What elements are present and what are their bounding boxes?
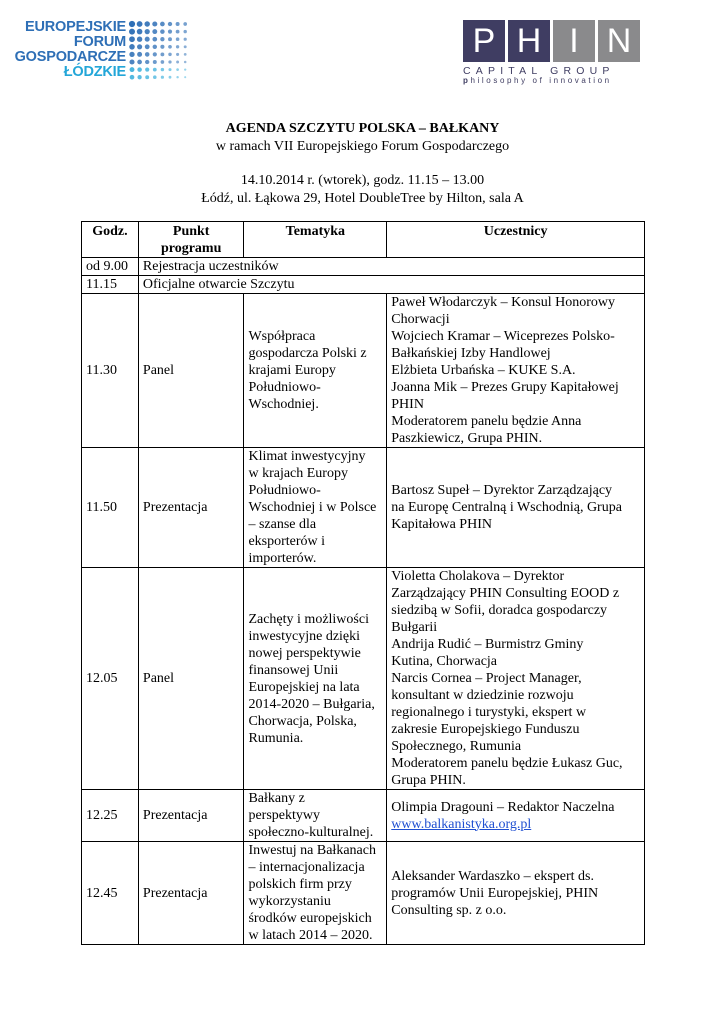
efg-dot — [176, 37, 180, 41]
efg-dot — [168, 37, 172, 41]
efg-logo-line-2: FORUM — [73, 34, 126, 50]
participant-line: Consulting sp. z o.o. — [391, 902, 507, 918]
efg-dot — [145, 68, 149, 72]
participant-line: Wojciech Kramar – Wiceprezes Polsko- — [391, 329, 615, 344]
agenda-date: 14.10.2014 r. (wtorek), godz. 11.15 – 13.00 — [240, 173, 485, 188]
row-participants — [387, 448, 645, 568]
efg-logo-line-3: GOSPODARCZE — [14, 49, 126, 65]
row-type: Prezentacja — [138, 842, 244, 945]
table-row — [82, 568, 645, 790]
participant-line: Kutina, Chorwacja — [391, 654, 498, 669]
participant-line: Paweł Włodarczyk – Konsul Honorowy — [391, 295, 615, 310]
row-time: 12.05 — [82, 568, 139, 790]
header-topic: Tematyka — [244, 222, 387, 258]
agenda-subtitle: w ramach VII Europejskiego Forum Gospodarczego — [215, 138, 510, 154]
efg-dot — [130, 67, 135, 72]
topic-line: Współpraca — [248, 329, 316, 344]
topic-line: Wschodniej. — [248, 397, 319, 412]
efg-dot — [145, 52, 150, 57]
table-row — [82, 276, 645, 294]
efg-logo-line-4: ŁÓDZKIE — [63, 64, 126, 80]
row-type: Prezentacja — [138, 448, 244, 568]
efg-dot — [176, 22, 180, 26]
participant-line: konsultant w dziedzinie rozwoju — [391, 688, 574, 703]
efg-dot — [137, 75, 141, 79]
topic-line: w krajach Europy — [248, 466, 348, 481]
participant-line: Andrija Rudić – Burmistrz Gminy — [391, 637, 584, 652]
header-program-point: Punkt programu — [138, 222, 244, 258]
participant-line: na Europę Centralną i Wschodnią, Grupa — [391, 500, 622, 515]
efg-dot — [161, 76, 164, 79]
topic-line: w latach 2014 – 2020. — [248, 928, 373, 943]
header-time: Godz. — [82, 222, 139, 258]
row-type: Panel — [138, 568, 244, 790]
efg-dot — [153, 60, 157, 64]
phin-tagline — [463, 76, 641, 85]
efg-dot — [129, 59, 134, 64]
efg-dot — [176, 76, 178, 78]
row-topic — [244, 448, 387, 568]
row-time: 11.15 — [82, 276, 139, 294]
efg-dot — [137, 37, 142, 42]
efg-dot — [137, 67, 142, 72]
agenda-title: AGENDA SZCZYTU POLSKA – BAŁKANY — [225, 121, 500, 136]
row-time: 11.50 — [82, 448, 139, 568]
efg-dot — [129, 44, 135, 50]
topic-line: Południowo- — [248, 380, 321, 395]
topic-line: Zachęty i możliwości — [248, 611, 369, 627]
topic-line: 2014-2020 – Bułgaria, — [248, 696, 375, 712]
participant-line: Paszkiewicz, Grupa PHIN. — [391, 431, 543, 446]
participant-line: siedzibą w Sofii, doradca gospodarczy — [391, 603, 608, 618]
participant-line: Bułgarii — [391, 620, 438, 635]
topic-line: gospodarcza Polski z — [248, 346, 367, 361]
efg-dot — [168, 53, 171, 56]
participant-line: programów Unii Europejskiej, PHIN — [391, 885, 599, 901]
topic-line: nowej perspektywie — [248, 645, 361, 661]
header-participants: Uczestnicy — [387, 222, 645, 258]
topic-line: polskich firm przy — [248, 877, 352, 892]
phin-logo — [463, 20, 641, 86]
efg-dot — [184, 53, 187, 56]
efg-dot — [137, 44, 142, 49]
efg-dot — [161, 60, 165, 64]
efg-dot — [137, 21, 143, 27]
efg-dot — [152, 21, 157, 26]
efg-dot — [145, 60, 149, 64]
efg-dot — [160, 45, 164, 49]
participant-line: Narcis Cornea – Project Manager, — [391, 671, 582, 686]
efg-logo-text — [15, 20, 126, 80]
participant-line: Społecznego, Rumunia — [391, 739, 522, 754]
phin-letter-i: I — [553, 20, 595, 62]
efg-dot — [145, 44, 150, 49]
row-text: Oficjalne otwarcie Szczytu — [138, 276, 644, 294]
topic-line: importerów. — [248, 551, 317, 566]
efg-dot — [168, 60, 171, 63]
efg-dot — [169, 76, 172, 79]
topic-line: Chorwacja, Polska, — [248, 713, 357, 729]
efg-dot — [160, 29, 165, 34]
efg-dot — [168, 45, 172, 49]
table-row — [82, 842, 645, 945]
efg-dot — [152, 29, 157, 34]
participant-line: Olimpia Dragouni – Redaktor Naczelna — [391, 799, 615, 815]
efg-dot — [129, 29, 135, 35]
participant-line: Moderatorem panelu będzie Anna — [391, 414, 582, 429]
efg-dot — [137, 52, 142, 57]
efg-dot — [176, 30, 180, 34]
efg-dot — [145, 37, 150, 42]
topic-line: finansowej Unii — [248, 662, 339, 678]
row-time: od 9.00 — [82, 258, 139, 276]
efg-dot — [184, 45, 187, 48]
efg-dot — [184, 38, 187, 41]
efg-dot — [153, 68, 157, 72]
efg-dot — [145, 75, 149, 79]
efg-dot — [176, 45, 179, 48]
topic-line: – szanse dla — [248, 517, 317, 532]
participant-line: Bałkańskiej Izby Handlowej — [391, 346, 551, 361]
phin-letter-p: P — [463, 20, 505, 62]
topic-line: Rumunia. — [248, 730, 304, 746]
participant-line: Joanna Mik – Prezes Grupy Kapitałowej — [391, 380, 619, 395]
efg-dot — [184, 76, 186, 78]
participant-line: Kapitałowa PHIN — [391, 517, 492, 532]
efg-dot — [129, 21, 135, 27]
efg-dot — [152, 37, 157, 42]
efg-dots-icon — [128, 20, 190, 82]
agenda-table — [81, 221, 645, 945]
row-participants — [387, 568, 645, 790]
table-row — [82, 258, 645, 276]
row-time: 12.45 — [82, 842, 139, 945]
efg-dot — [130, 75, 135, 80]
agenda-heading — [0, 120, 725, 207]
topic-line: środków europejskich — [248, 911, 372, 926]
row-topic — [244, 842, 387, 945]
efg-dot — [137, 60, 142, 65]
efg-dot — [144, 21, 149, 26]
row-time: 11.30 — [82, 294, 139, 448]
topic-line: Bałkany z — [248, 791, 305, 806]
topic-line: eksporterów i — [248, 534, 326, 549]
efg-dot — [129, 36, 135, 42]
efg-dot — [145, 29, 150, 34]
phin-letter-h: H — [508, 20, 550, 62]
row-time: 12.25 — [82, 790, 139, 842]
phin-subtitle: CAPITAL GROUP — [463, 65, 615, 77]
topic-line: Inwestuj na Bałkanach — [248, 843, 376, 858]
participant-line: zakresie Europejskiego Funduszu — [391, 722, 580, 737]
participant-line: PHIN — [391, 397, 424, 412]
topic-line: Europejskiej na lata — [248, 679, 360, 695]
efg-dot — [160, 52, 164, 56]
topic-line: krajami Europy — [248, 363, 336, 378]
topic-line: inwestycyjne dzięki — [248, 628, 361, 644]
row-participants — [387, 294, 645, 448]
topic-line: społeczno-kulturalnej. — [248, 825, 374, 840]
efg-dot — [168, 22, 172, 26]
participant-line: Violetta Cholakova – Dyrektor — [391, 569, 565, 584]
participant-line: Moderatorem panelu będzie Łukasz Guc, — [391, 756, 623, 771]
topic-line: – internacjonalizacja — [248, 860, 365, 875]
efg-dot — [160, 22, 165, 27]
participant-line: Grupa PHIN. — [391, 773, 466, 788]
table-header-row — [82, 222, 645, 258]
efg-dot — [129, 52, 134, 57]
row-topic — [244, 568, 387, 790]
participant-line: Chorwacji — [391, 312, 450, 327]
agenda-venue: Łódź, ul. Łąkowa 29, Hotel DoubleTree by Hilton, sala A — [201, 190, 524, 206]
table-row — [82, 448, 645, 568]
efg-dot — [137, 29, 143, 35]
efg-dot — [176, 53, 179, 56]
efg-logo — [14, 19, 238, 84]
phin-letter-n: N — [598, 20, 640, 62]
efg-dot — [168, 68, 171, 71]
efg-dot — [183, 22, 187, 26]
efg-dot — [184, 61, 187, 64]
participant-line: Zarządzający PHIN Consulting EOOD z — [391, 586, 620, 601]
topic-line: Klimat inwestycyjny — [248, 449, 366, 464]
efg-dot — [160, 37, 164, 41]
efg-dot — [153, 45, 157, 49]
efg-dot — [176, 61, 179, 64]
efg-dot — [184, 68, 186, 70]
row-text: Rejestracja uczestników — [138, 258, 644, 276]
row-type: Panel — [138, 294, 244, 448]
participant-line: regionalnego i turystyki, ekspert w — [391, 705, 587, 720]
phin-tagline-bold: p — [463, 76, 471, 85]
participant-line: Bartosz Supeł – Dyrektor Zarządzający — [391, 483, 613, 498]
efg-dot — [153, 52, 157, 56]
row-type: Prezentacja — [138, 790, 244, 842]
efg-dot — [183, 30, 186, 33]
participant-line: Elżbieta Urbańska – KUKE S.A. — [391, 363, 576, 378]
efg-dot — [168, 30, 172, 34]
row-participants — [387, 842, 645, 945]
efg-dot — [153, 75, 157, 79]
topic-line: perspektywy — [248, 808, 320, 823]
efg-dot — [161, 68, 164, 71]
efg-logo-line-1: EUROPEJSKIE — [25, 19, 126, 35]
table-row — [82, 790, 645, 842]
row-topic — [244, 790, 387, 842]
row-participants — [387, 790, 645, 842]
participant-line: Aleksander Wardaszko – ekspert ds. — [391, 868, 594, 884]
table-row — [82, 294, 645, 448]
row-topic — [244, 294, 387, 448]
topic-line: Wschodniej i w Polsce — [248, 500, 377, 515]
phin-tagline-rest: hilosophy of innovation — [470, 76, 612, 85]
efg-dot — [176, 68, 179, 71]
balkanistyka-link[interactable]: www.balkanistyka.org.pl — [391, 816, 532, 832]
topic-line: Południowo- — [248, 483, 321, 498]
topic-line: wykorzystaniu — [248, 894, 331, 909]
